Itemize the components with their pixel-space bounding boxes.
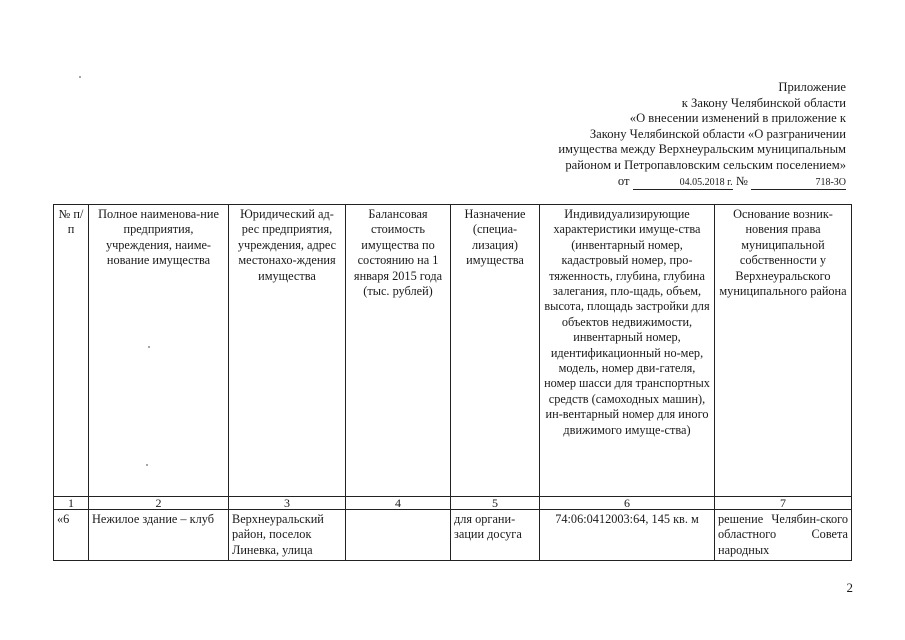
- appendix-line: «О внесении изменений в приложение к: [629, 111, 846, 126]
- appendix-line: имущества между Верхнеуральским муниципальным: [558, 142, 846, 157]
- header-cell: Балансовая стоимость имущества по состоянию на 1 января 2015 года (тыс. рублей): [346, 205, 451, 497]
- header-cell: Индивидуализирующие характеристики имуще-ства (инвентарный номер, кадастровый номер, про-тяженность, глубина, глубина залегания, пло-щадь, объем, высота, площадь застройки для объектов недвижимости, инвентарный номер, идентификационный но-мер, модель, номер дви-гателя, номер шасси для транспортных средств (самоходных машин), ин-вентарный номер для иного движимого имуще-ства): [540, 205, 715, 497]
- date-number-line: [466, 174, 846, 190]
- column-number: 6: [540, 497, 715, 510]
- row-name: Нежилое здание – клуб: [89, 510, 229, 561]
- header-cell: Основание возник-новения права муниципальной собственности у Верхнеуральского муниципального района: [715, 205, 852, 497]
- column-number-row: [54, 497, 852, 510]
- table-row: [54, 510, 852, 561]
- appendix-block: [466, 80, 846, 190]
- header-cell: № п/п: [54, 205, 89, 497]
- column-number: 5: [451, 497, 540, 510]
- law-number: 718-ЗО: [751, 177, 846, 190]
- appendix-line: Приложение: [778, 80, 846, 94]
- column-number: 2: [89, 497, 229, 510]
- header-cell: Назначение (специа-лизация) имущества: [451, 205, 540, 497]
- number-label: №: [735, 173, 748, 188]
- row-characteristics: 74:06:0412003:64, 145 кв. м: [540, 510, 715, 561]
- column-number: 1: [54, 497, 89, 510]
- appendix-line: Закону Челябинской области «О разграничении: [589, 126, 846, 141]
- row-value: [346, 510, 451, 561]
- row-basis: решение Челябин-ского областного Совета народных: [715, 510, 852, 561]
- header-cell: Юридический ад-рес предприятия, учреждения, адрес местонахо-ждения имущества: [229, 205, 346, 497]
- property-table: [53, 204, 852, 561]
- scan-speck: [79, 76, 81, 78]
- row-number: «6: [54, 510, 89, 561]
- table-header-row: [54, 205, 852, 497]
- law-date: 04.05.2018 г.: [633, 177, 733, 190]
- header-cell: Полное наименова-ние предприятия, учреждения, наиме-нование имущества: [89, 205, 229, 497]
- page-number: 2: [846, 580, 853, 595]
- appendix-line: к Закону Челябинской области: [681, 95, 846, 110]
- scan-speck: [146, 464, 148, 466]
- row-address: Верхнеуральский район, поселок Линевка, улица: [229, 510, 346, 561]
- column-number: 4: [346, 497, 451, 510]
- appendix-line: районом и Петропавловским сельским поселением»: [565, 157, 846, 172]
- column-number: 7: [715, 497, 852, 510]
- column-number: 3: [229, 497, 346, 510]
- row-purpose: для органи-зации досуга: [451, 510, 540, 561]
- scan-speck: [148, 346, 150, 348]
- from-label: от: [617, 173, 630, 188]
